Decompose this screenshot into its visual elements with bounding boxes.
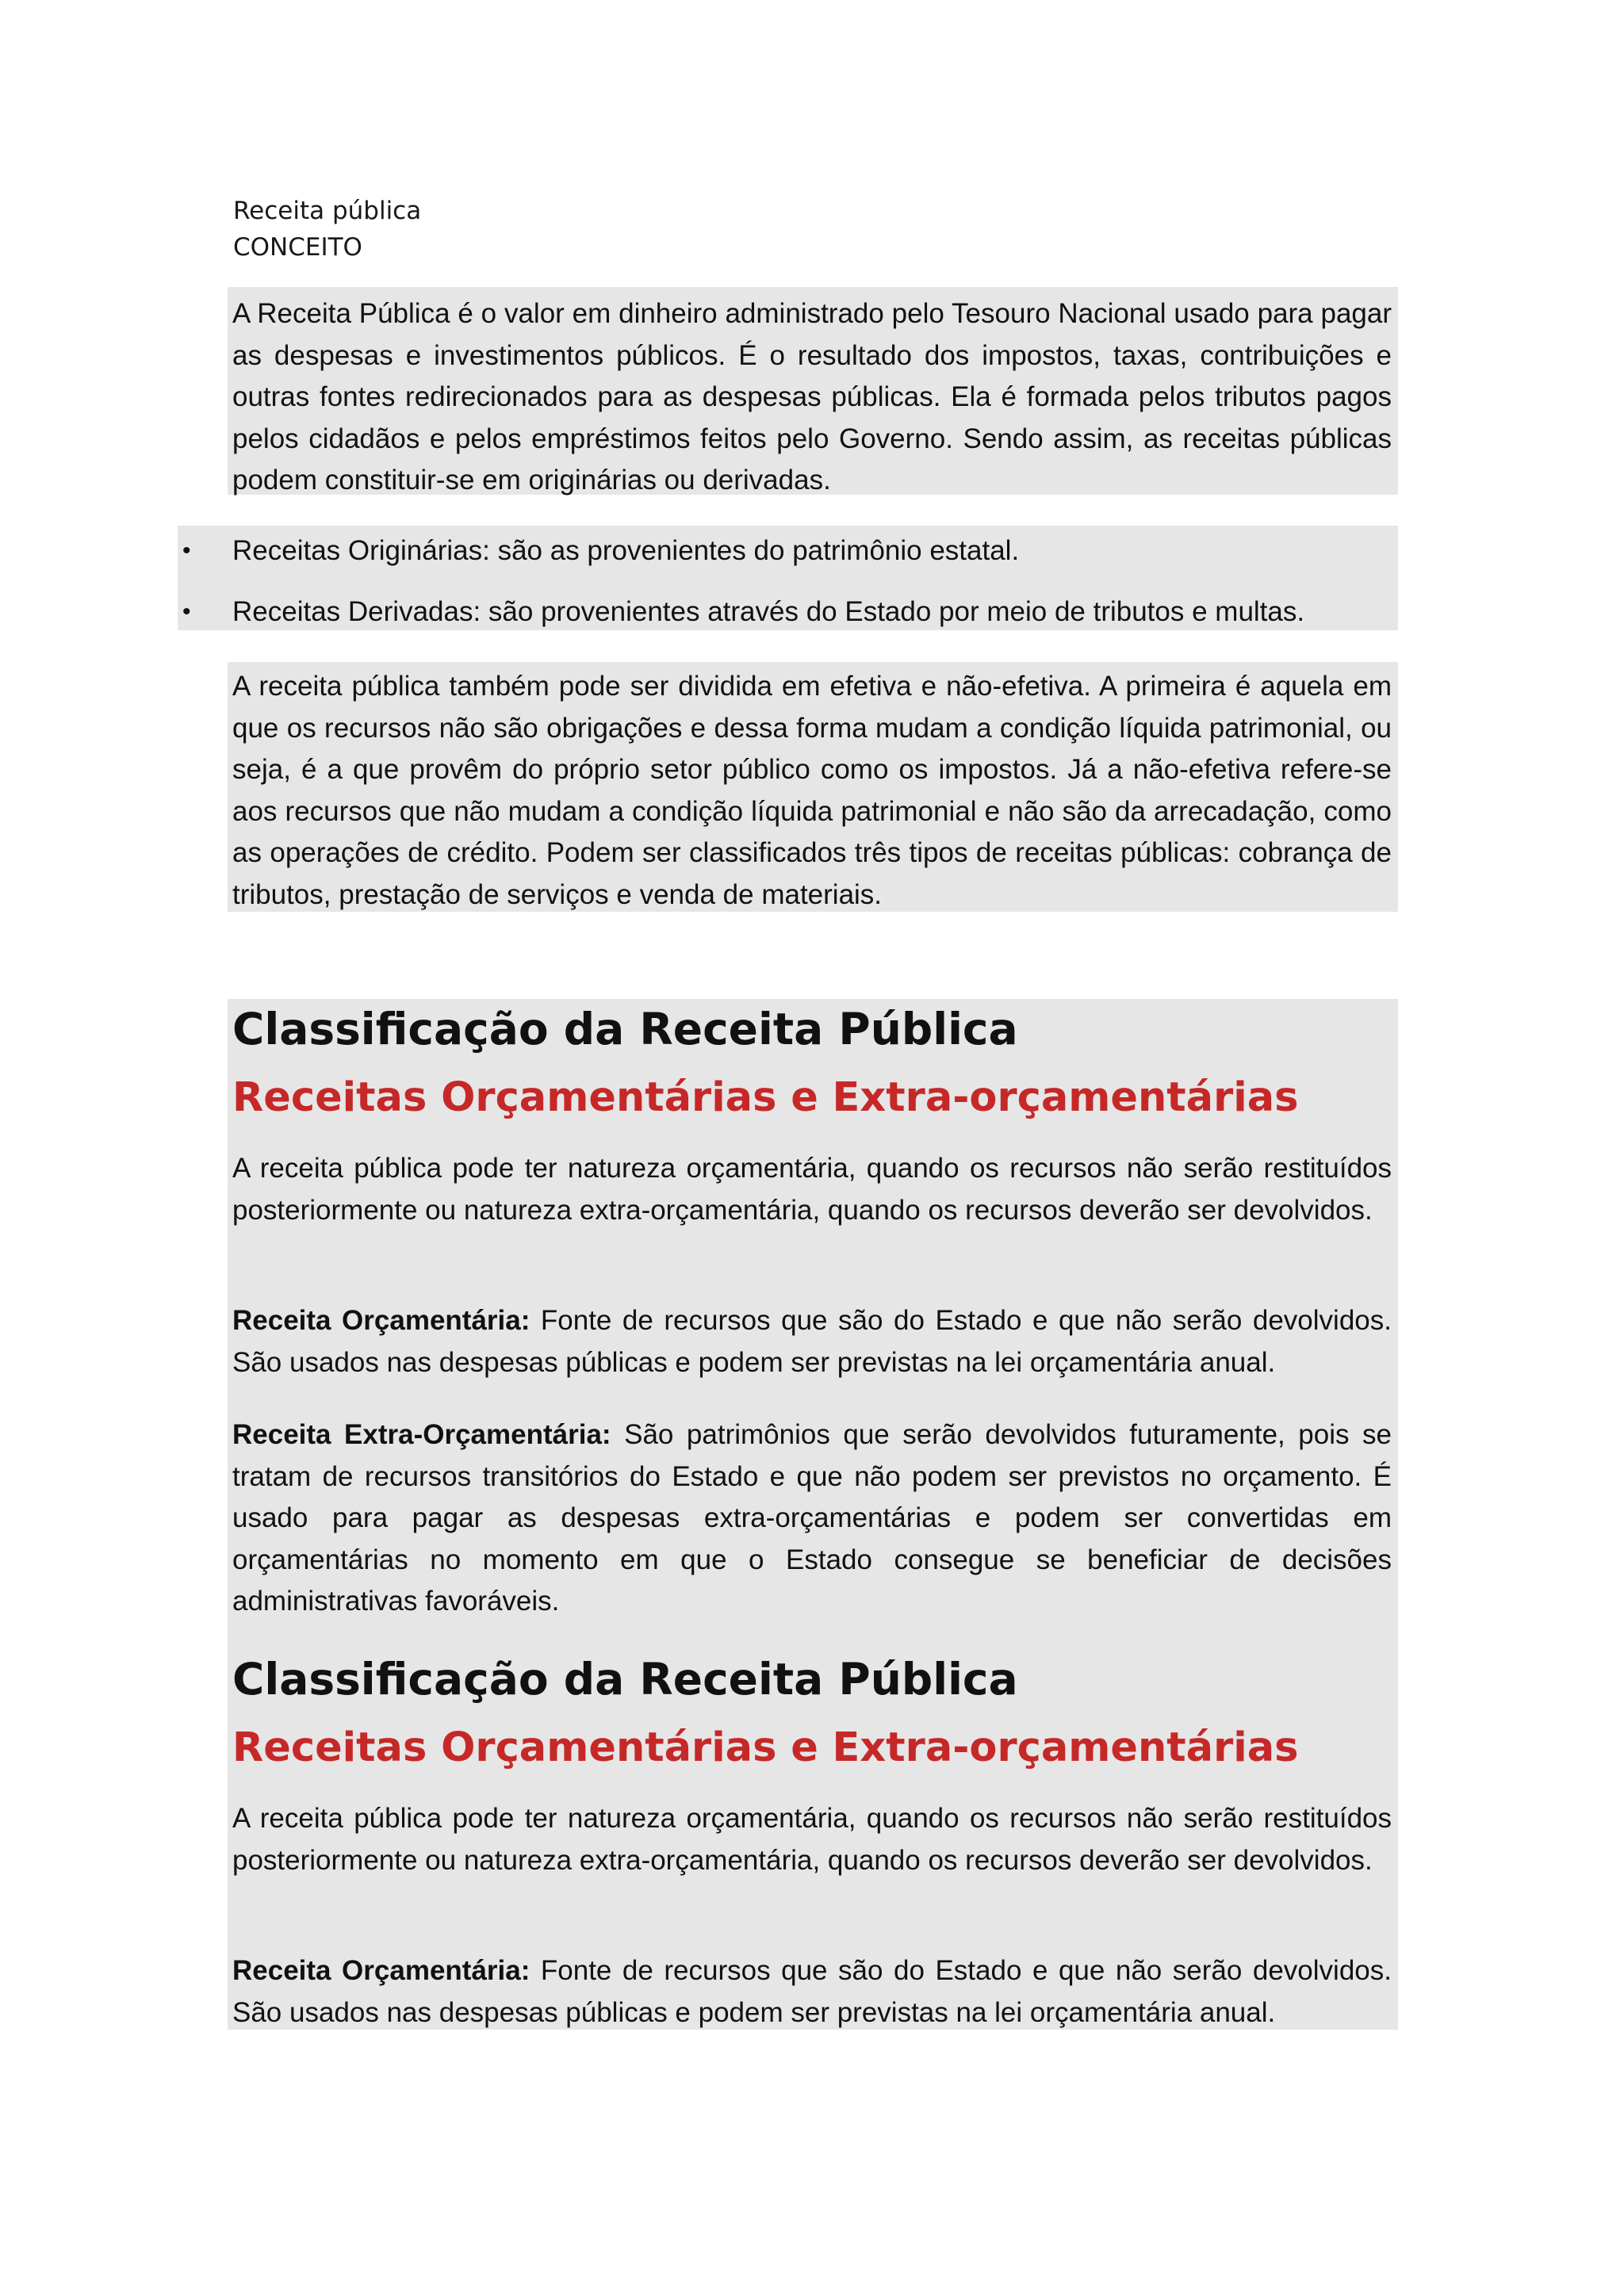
concept-paragraph: A Receita Pública é o valor em dinheiro administrado pelo Tesouro Nacional usado para pagar as despesas e investimentos públicos. É o resultado dos impostos, taxas, contribuições e outras fontes redirecionados para as despesas públicas. Ela é formada pelos tributos pagos pelos cidadãos e pelos empréstimos feitos pelo Governo. Sendo assim, as receitas públicas podem constituir-se em originárias ou derivadas.	[232, 298, 1392, 496]
list-item	[178, 530, 1398, 572]
bullet-icon: •	[182, 599, 191, 625]
definition-text: Fonte de recursos que são do Estado e que não serão devolvidos. São usados nas despesas públicas e podem ser previstas na lei orçamentária anual.	[232, 1305, 1392, 1378]
list-item-text: Receitas Originárias: são as provenientes do patrimônio estatal.	[232, 535, 1020, 566]
section-heading: Classificação da Receita Pública	[232, 1004, 1018, 1054]
definition-term: Receita Extra-Orçamentária:	[232, 1419, 611, 1450]
section-subheading: Receitas Orçamentárias e Extra-orçamentárias	[232, 1724, 1299, 1771]
document-title: Receita pública	[233, 197, 422, 225]
definition-item	[232, 1414, 1392, 1623]
definition-item	[232, 1950, 1392, 2034]
definition-term: Receita Orçamentária:	[232, 1955, 530, 1986]
definition-text: São patrimônios que serão devolvidos futuramente, pois se tratam de recursos transitórios do Estado e que não podem ser previstos no orçamento. É usado para pagar as despesas extra-orçamentárias e podem ser convertidas em orçamentárias no momento em que o Estado consegue se beneficiar de decisões administrativas favoráveis.	[232, 1419, 1392, 1617]
effective-paragraph: A receita pública também pode ser dividida em efetiva e não-efetiva. A primeira é aquela em que os recursos não são obrigações e dessa forma mudam a condição líquida patrimonial, ou seja, é a que provêm do próprio setor público como os impostos. Já a não-efetiva refere-se aos recursos que não mudam a condição líquida patrimonial e não são da arrecadação, como as operações de crédito. Podem ser classificados três tipos de receitas públicas: cobrança de tributos, prestação de serviços e venda de materiais.	[232, 671, 1392, 910]
section-intro: A receita pública pode ter natureza orçamentária, quando os recursos não serão restituídos posteriormente ou natureza extra-orçamentária, quando os recursos deverão ser devolvidos.	[232, 1153, 1392, 1226]
classification-block	[228, 999, 1398, 2030]
concept-block	[228, 287, 1398, 495]
definition-term: Receita Orçamentária:	[232, 1305, 530, 1336]
section-intro: A receita pública pode ter natureza orçamentária, quando os recursos não serão restituídos posteriormente ou natureza extra-orçamentária, quando os recursos deverão ser devolvidos.	[232, 1803, 1392, 1876]
section-heading: Classificação da Receita Pública	[232, 1654, 1018, 1705]
bullet-list	[178, 526, 1398, 630]
list-item-text: Receitas Derivadas: são provenientes através do Estado por meio de tributos e multas.	[232, 596, 1305, 627]
bullet-icon: •	[182, 538, 191, 564]
definition-text: Fonte de recursos que são do Estado e que não serão devolvidos. São usados nas despesas públicas e podem ser previstas na lei orçamentária anual.	[232, 1955, 1392, 2028]
effective-block	[228, 662, 1398, 912]
list-item	[178, 591, 1398, 633]
document-subtitle: CONCEITO	[233, 233, 362, 262]
definition-item	[232, 1300, 1392, 1383]
section-subheading: Receitas Orçamentárias e Extra-orçamentárias	[232, 1074, 1299, 1121]
